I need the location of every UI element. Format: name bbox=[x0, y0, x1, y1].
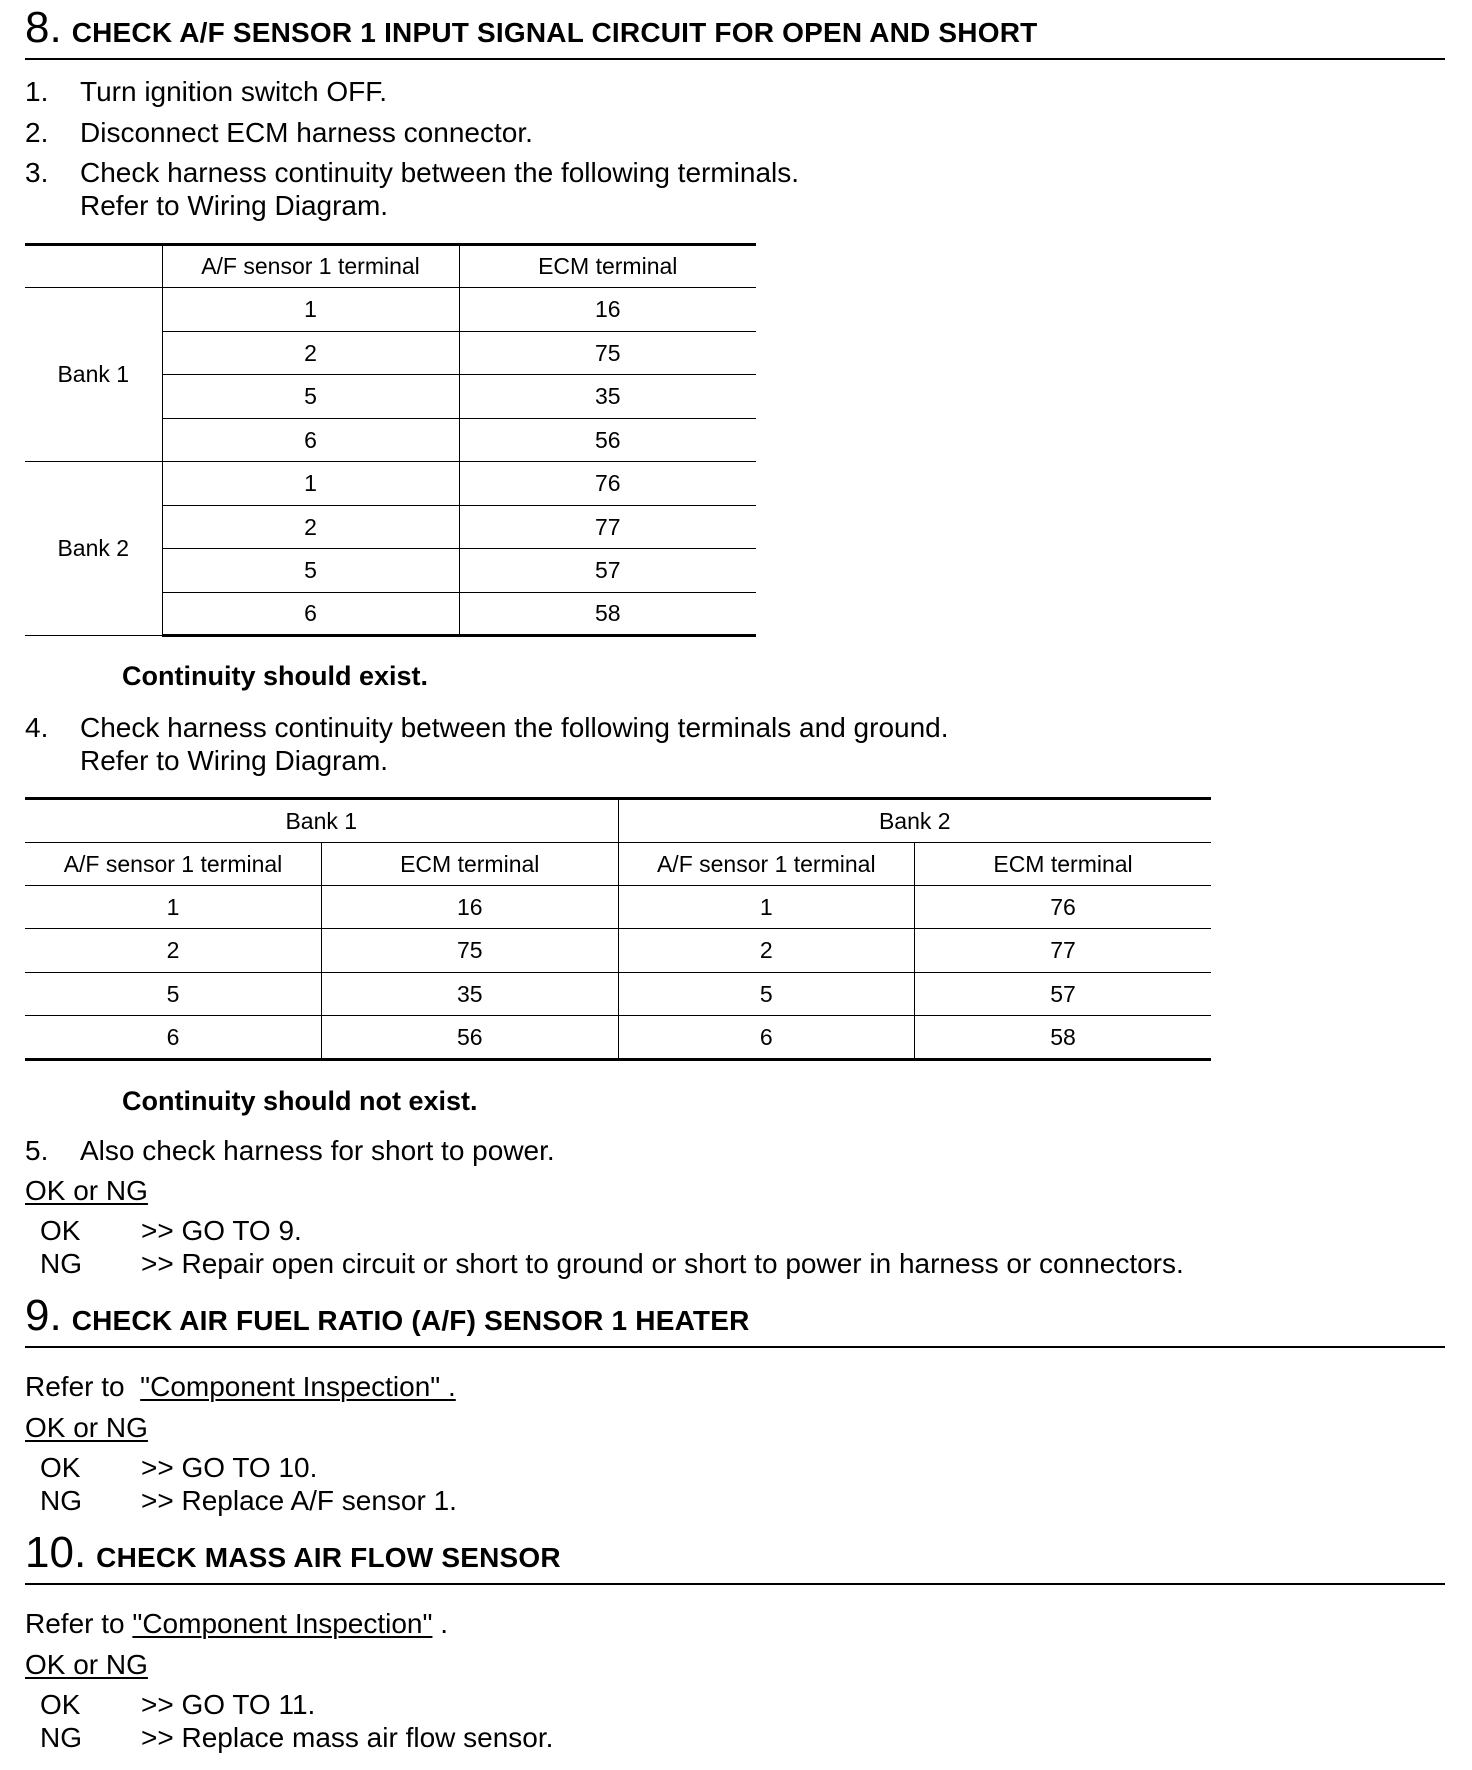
result-action: >> Replace mass air flow sensor. bbox=[141, 1722, 554, 1753]
step-number: 4. bbox=[25, 712, 49, 743]
result-action: >> GO TO 9. bbox=[141, 1215, 302, 1246]
step-10-header bbox=[25, 1528, 1445, 1585]
result-label: OK bbox=[40, 1452, 81, 1483]
result-action: >> GO TO 11. bbox=[141, 1689, 316, 1720]
sensor-terminal: 2 bbox=[162, 506, 459, 549]
refer-suffix: . bbox=[432, 1608, 449, 1639]
step-8-item-3 bbox=[25, 156, 799, 222]
step-text: Check harness continuity between the following terminals and ground. bbox=[80, 712, 949, 743]
table-header-cell bbox=[25, 245, 162, 288]
ok-or-ng-label: OK or NG bbox=[25, 1412, 148, 1443]
table-cell: 76 bbox=[915, 886, 1212, 929]
table-cell: 2 bbox=[618, 929, 915, 973]
table-cell: 1 bbox=[618, 886, 915, 929]
step-9-title: CHECK AIR FUEL RATIO (A/F) SENSOR 1 HEATER bbox=[71, 1305, 750, 1336]
step-8-title: CHECK A/F SENSOR 1 INPUT SIGNAL CIRCUIT FOR OPEN AND SHORT bbox=[71, 17, 1038, 48]
continuity-note-not-exist: Continuity should not exist. bbox=[122, 1086, 478, 1116]
result-ok bbox=[25, 1451, 317, 1484]
ecm-terminal: 58 bbox=[459, 593, 756, 636]
component-inspection-link[interactable]: "Component Inspection" . bbox=[140, 1371, 456, 1402]
result-label: NG bbox=[40, 1248, 82, 1279]
step-9-number: 9. bbox=[25, 1291, 62, 1340]
result-ng bbox=[25, 1247, 1184, 1280]
step-9-refer bbox=[25, 1370, 456, 1403]
step-text: Check harness continuity between the following terminals. bbox=[80, 157, 800, 188]
sensor-terminal: 5 bbox=[162, 549, 459, 593]
bank-label: Bank 1 bbox=[25, 288, 162, 462]
result-ng bbox=[25, 1721, 553, 1754]
step-8-header bbox=[25, 3, 1445, 60]
ecm-terminal: 76 bbox=[459, 462, 756, 506]
table-cell: 56 bbox=[322, 1016, 619, 1060]
table-header-cell: ECM terminal bbox=[915, 843, 1212, 886]
bank-header-row bbox=[25, 799, 1211, 843]
table-cell: 2 bbox=[25, 929, 322, 973]
step-text: Turn ignition switch OFF. bbox=[80, 76, 388, 107]
table-cell: 16 bbox=[322, 886, 619, 929]
table-cell: 5 bbox=[618, 973, 915, 1016]
step-number: 3. bbox=[25, 157, 49, 188]
table-header-cell: A/F sensor 1 terminal bbox=[162, 245, 459, 288]
ok-or-ng-label: OK or NG bbox=[25, 1649, 148, 1680]
table-header-cell: ECM terminal bbox=[322, 843, 619, 886]
sensor-terminal: 5 bbox=[162, 375, 459, 419]
refer-prefix: Refer to bbox=[25, 1608, 133, 1639]
ecm-terminal: 75 bbox=[459, 332, 756, 375]
result-action: >> Replace A/F sensor 1. bbox=[141, 1485, 457, 1516]
table-cell: 58 bbox=[915, 1016, 1212, 1060]
table-cell: 5 bbox=[25, 973, 322, 1016]
ecm-terminal: 35 bbox=[459, 375, 756, 419]
bank-header-cell: Bank 1 bbox=[25, 799, 618, 843]
table-header-cell: A/F sensor 1 terminal bbox=[618, 843, 915, 886]
step-8-number: 8. bbox=[25, 3, 62, 52]
step-8-item-4 bbox=[25, 711, 949, 777]
step-10-number: 10. bbox=[25, 1528, 87, 1577]
table-row bbox=[25, 288, 756, 332]
table-header-row bbox=[25, 245, 756, 288]
result-ok bbox=[25, 1688, 315, 1721]
continuity-table-2 bbox=[25, 797, 1211, 1061]
table-row bbox=[25, 886, 1211, 929]
ecm-terminal: 16 bbox=[459, 288, 756, 332]
table-row bbox=[25, 462, 756, 506]
step-text: Disconnect ECM harness connector. bbox=[80, 117, 533, 148]
sensor-terminal: 1 bbox=[162, 288, 459, 332]
step-text: Also check harness for short to power. bbox=[80, 1135, 555, 1166]
table-cell: 1 bbox=[25, 886, 322, 929]
table-cell: 57 bbox=[915, 973, 1212, 1016]
step-10-title: CHECK MASS AIR FLOW SENSOR bbox=[96, 1542, 561, 1573]
continuity-table-1 bbox=[25, 243, 756, 637]
column-header-row bbox=[25, 843, 1211, 886]
step-8-item-1 bbox=[25, 75, 387, 108]
table-cell: 75 bbox=[322, 929, 619, 973]
refer-prefix: Refer to bbox=[25, 1371, 133, 1402]
ecm-terminal: 57 bbox=[459, 549, 756, 593]
table-row bbox=[25, 1016, 1211, 1060]
bank-label: Bank 2 bbox=[25, 462, 162, 636]
sensor-terminal: 6 bbox=[162, 593, 459, 636]
continuity-note-exist: Continuity should exist. bbox=[122, 661, 429, 691]
ok-or-ng-label: OK or NG bbox=[25, 1175, 148, 1206]
table-cell: 35 bbox=[322, 973, 619, 1016]
step-8-item-5 bbox=[25, 1134, 555, 1167]
result-action: >> Repair open circuit or short to ground or short to power in harness or connectors. bbox=[141, 1248, 1184, 1279]
result-label: OK bbox=[40, 1215, 81, 1246]
step-10-refer bbox=[25, 1607, 448, 1640]
step-number: 1. bbox=[25, 76, 49, 107]
sensor-terminal: 2 bbox=[162, 332, 459, 375]
step-number: 5. bbox=[25, 1135, 49, 1166]
result-ng bbox=[25, 1484, 457, 1517]
table-cell: 77 bbox=[915, 929, 1212, 973]
result-ok bbox=[25, 1214, 302, 1247]
table-row bbox=[25, 973, 1211, 1016]
ecm-terminal: 56 bbox=[459, 419, 756, 462]
result-label: NG bbox=[40, 1722, 82, 1753]
table-cell: 6 bbox=[25, 1016, 322, 1060]
step-8-item-2 bbox=[25, 116, 533, 149]
step-subtext: Refer to Wiring Diagram. bbox=[80, 190, 389, 221]
table-header-cell: ECM terminal bbox=[459, 245, 756, 288]
table-row bbox=[25, 929, 1211, 973]
result-action: >> GO TO 10. bbox=[141, 1452, 318, 1483]
step-number: 2. bbox=[25, 117, 49, 148]
table-header-cell: A/F sensor 1 terminal bbox=[25, 843, 322, 886]
result-label: NG bbox=[40, 1485, 82, 1516]
bank-header-cell: Bank 2 bbox=[618, 799, 1211, 843]
result-label: OK bbox=[40, 1689, 81, 1720]
table-cell: 6 bbox=[618, 1016, 915, 1060]
sensor-terminal: 6 bbox=[162, 419, 459, 462]
ecm-terminal: 77 bbox=[459, 506, 756, 549]
sensor-terminal: 1 bbox=[162, 462, 459, 506]
step-subtext: Refer to Wiring Diagram. bbox=[80, 745, 389, 776]
step-9-header bbox=[25, 1291, 1445, 1348]
component-inspection-link[interactable]: "Component Inspection" bbox=[132, 1608, 433, 1639]
